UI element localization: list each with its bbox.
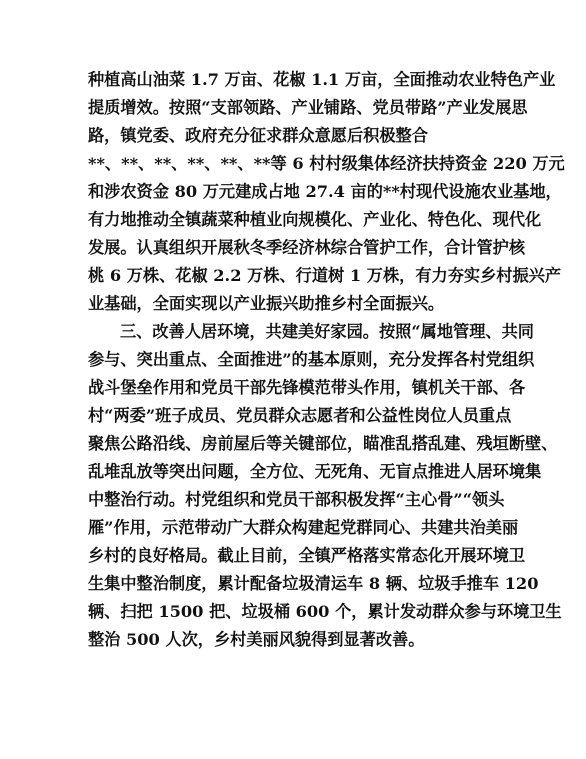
paragraph-line: 桃 6 万株、花椒 2.2 万株、行道树 1 万株，有力夯实乡村振兴产 — [88, 266, 562, 285]
paragraph-line: 整治 500 人次，乡村美丽风貌得到显著改善。 — [88, 630, 425, 649]
paragraph-line: 提质增效。按照“支部领路、产业铺路、党员带路”产业发展思 — [88, 98, 528, 117]
paragraph-line: 参与、突出重点、全面推进”的基本原则，充分发挥各村党组织 — [88, 350, 535, 369]
paragraph-line: 中整治行动。村党组织和党员干部积极发挥“主心骨”“领头 — [88, 490, 505, 509]
paragraph-line: 雁”作用，示范带动广大群众构建起党群同心、共建共治美丽 — [88, 518, 519, 537]
paragraph-line: 有力地推动全镇蔬菜种植业向规模化、产业化、特色化、现代化 — [88, 210, 542, 229]
paragraph-line: 战斗堡垒作用和党员干部先锋模范带头作用，镇机关干部、各 — [88, 378, 526, 397]
section-heading-line: 三、改善人居环境，共建美好家园。按照“属地管理、共同 — [120, 322, 534, 341]
paragraph-line: 聚焦公路沿线、房前屋后等关键部位，瞄准乱搭乱建、残垣断壁、 — [88, 434, 558, 453]
paragraph-agriculture — [88, 66, 565, 318]
paragraph-line: 业基础，全面实现以产业振兴助推乡村全面振兴。 — [88, 294, 445, 313]
paragraph-line: 辆、扫把 1500 把、垃圾桶 600 个，累计发动群众参与环境卫生 — [88, 602, 562, 621]
paragraph-line: 发展。认真组织开展秋冬季经济林综合管护工作，合计管护核 — [88, 238, 526, 257]
paragraph-line: 和涉农资金 80 万元建成占地 27.4 亩的**村现代设施农业基地， — [88, 182, 562, 201]
paragraph-environment — [88, 318, 562, 654]
paragraph-line: 乱堆乱放等突出问题，全方位、无死角、无盲点推进人居环境集 — [88, 462, 542, 481]
paragraph-line: 种植高山油菜 1.7 万亩、花椒 1.1 万亩，全面推动农业特色产业 — [88, 70, 556, 89]
paragraph-line: 乡村的良好格局。截止目前，全镇严格落实常态化开展环境卫 — [88, 546, 526, 565]
paragraph-line: 生集中整治制度，累计配备垃圾清运车 8 辆、垃圾手推车 120 — [88, 574, 539, 593]
paragraph-line: **、**、**、**、**、**等 6 村村级集体经济扶持资金 220 万元 — [88, 154, 565, 173]
paragraph-line: 村“两委”班子成员、党员群众志愿者和公益性岗位人员重点 — [88, 406, 512, 425]
paragraph-line: 路，镇党委、政府充分征求群众意愿后积极整合 — [88, 126, 428, 145]
